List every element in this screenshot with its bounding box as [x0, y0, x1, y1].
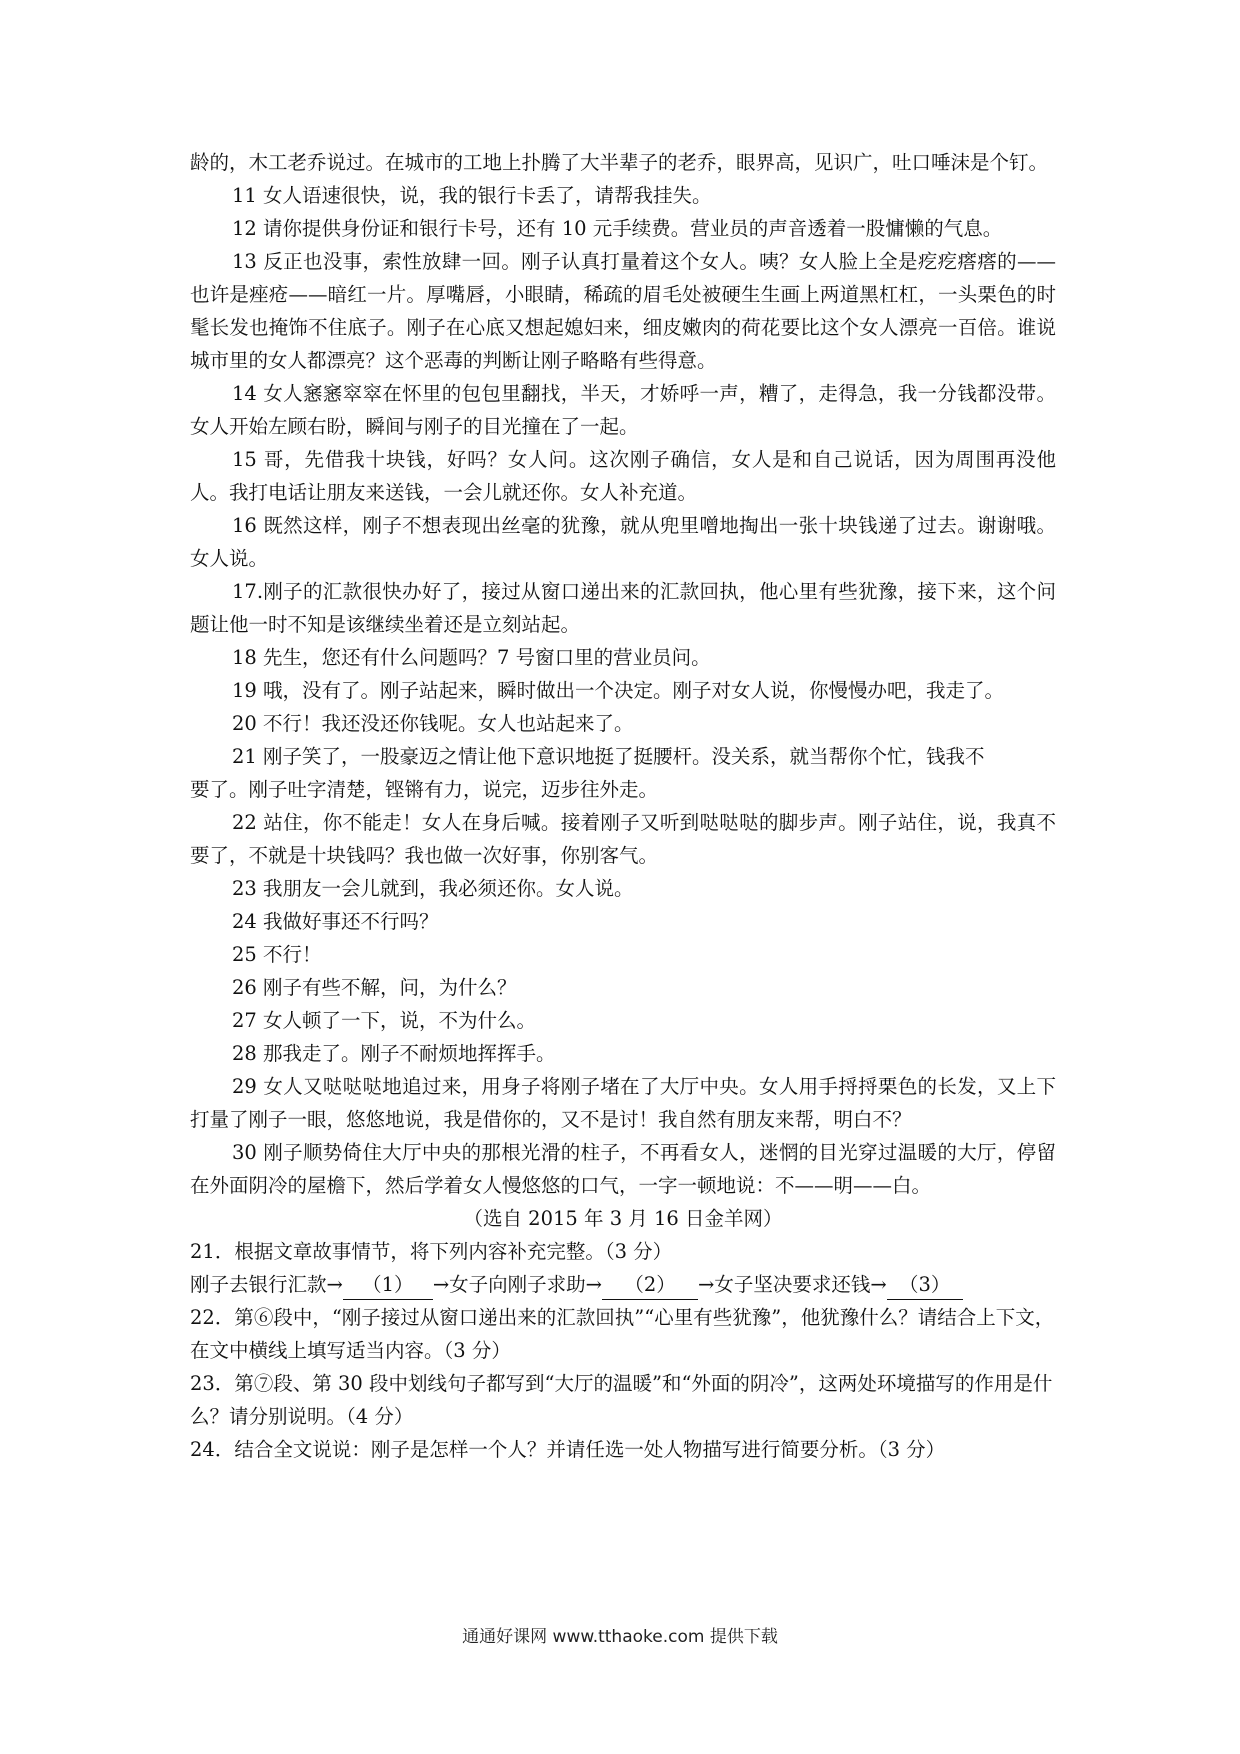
flow-step-2: →女子向刚子求助→: [432, 1273, 603, 1296]
question-21: 21．根据文章故事情节，将下列内容补充完整。（3 分）: [190, 1240, 673, 1263]
paragraph-12: 12 请你提供身份证和银行卡号，还有 10 元手续费。营业员的声音透着一股慵懒的气息。: [232, 217, 1003, 240]
plot-flow: [190, 1268, 1056, 1301]
question-24: 24．结合全文说说：刚子是怎样一个人？并请任选一处人物描写进行简要分析。（3 分）: [190, 1438, 946, 1461]
page-footer: 通通好课网 www.tthaoke.com 提供下载: [462, 1627, 778, 1647]
paragraph-16: 16 既然这样，刚子不想表现出丝毫的犹豫，就从兜里噌地掏出一张十块钱递了过去。谢谢哦。女人说。: [190, 514, 1056, 570]
paragraph-23: 23 我朋友一会儿就到，我必须还你。女人说。: [232, 877, 634, 900]
continuation-paragraph: 龄的，木工老乔说过。在城市的工地上扑腾了大半辈子的老乔，眼界高，见识广，吐口唾沫是个钉。: [190, 151, 1049, 174]
paragraph-27: 27 女人顿了一下，说，不为什么。: [232, 1009, 537, 1032]
paragraph-25: 25 不行！: [232, 943, 322, 966]
question-23: 23．第⑦段、第 30 段中划线句子都写到“大厅的温暖”和“外面的阴冷”，这两处环境描写的作用是什么？请分别说明。（4 分）: [190, 1372, 1053, 1428]
paragraph-20: 20 不行！我还没还你钱呢。女人也站起来了。: [232, 712, 634, 735]
paragraph-29: 29 女人又哒哒哒地追过来，用身子将刚子堵在了大厅中央。女人用手捋捋栗色的长发，又上下打量了刚子一眼，悠悠地说，我是借你的，又不是讨！我自然有朋友来帮，明白不？: [190, 1075, 1056, 1131]
source-citation: （选自 2015 年 3 月 16 日金羊网）: [463, 1207, 783, 1230]
paragraph-21-continued: 要了。刚子吐字清楚，铿锵有力，说完，迈步往外走。: [190, 778, 659, 801]
flow-step-3: →女子坚决要求还钱→: [698, 1273, 887, 1296]
paragraph-11: 11 女人语速很快，说，我的银行卡丢了，请帮我挂失。: [232, 184, 712, 207]
paragraph-14: 14 女人窸窸窣窣在怀里的包包里翻找，半天，才娇呼一声，糟了，走得急，我一分钱都没带。女人开始左顾右盼，瞬间与刚子的目光撞在了一起。: [190, 382, 1056, 438]
blank-1[interactable]: （1）: [343, 1271, 433, 1300]
paragraph-24: 24 我做好事还不行吗？: [232, 910, 439, 933]
paragraph-30: 30 刚子顺势倚住大厅中央的那根光滑的柱子，不再看女人，迷惘的目光穿过温暖的大厅，停留在外面阴冷的屋檐下，然后学着女人慢悠悠的口气，一字一顿地说：不——明——白。: [190, 1141, 1056, 1197]
flow-step-1: 刚子去银行汇款→: [190, 1273, 343, 1296]
paragraph-15: 15 哥，先借我十块钱，好吗？女人问。这次刚子确信，女人是和自己说话，因为周围再没他人。我打电话让朋友来送钱，一会儿就还你。女人补充道。: [190, 448, 1056, 504]
paragraph-19: 19 哦，没有了。刚子站起来，瞬时做出一个决定。刚子对女人说，你慢慢办吧，我走了。: [232, 679, 1005, 702]
paragraph-28: 28 那我走了。刚子不耐烦地挥挥手。: [232, 1042, 556, 1065]
paragraph-18: 18 先生，您还有什么问题吗？7 号窗口里的营业员问。: [232, 646, 711, 669]
paragraph-21: 21 刚子笑了，一股豪迈之情让他下意识地挺了挺腰杆。没关系，就当帮你个忙，钱我不: [232, 745, 985, 768]
paragraph-26: 26 刚子有些不解，问，为什么？: [232, 976, 517, 999]
paragraph-22: 22 站住，你不能走！女人在身后喊。接着刚子又听到哒哒哒的脚步声。刚子站住，说，我真不要了，不就是十块钱吗？我也做一次好事，你别客气。: [190, 811, 1056, 867]
paragraph-13: 13 反正也没事，索性放肆一回。刚子认真打量着这个女人。咦？女人脸上全是疙疙瘩瘩的——也许是痤疮——暗红一片。厚嘴唇，小眼睛，稀疏的眉毛处被硬生生画上两道黑杠杠，一头栗色的时髦长发也掩饰不住底子。刚子在心底又想起媳妇来，细皮嫩肉的荷花要比这个女人漂亮一百倍。谁说城市里的女人都漂亮？这个恶毒的判断让刚子略略有些得意。: [190, 250, 1056, 372]
blank-3[interactable]: （3）: [887, 1271, 963, 1300]
blank-2[interactable]: （2）: [602, 1271, 698, 1300]
question-22: 22．第⑥段中，“刚子接过从窗口递出来的汇款回执”“心里有些犹豫”，他犹豫什么？请结合上下文，在文中横线上填写适当内容。（3 分）: [190, 1306, 1055, 1362]
document-body: [190, 146, 1056, 1466]
paragraph-17: 17.刚子的汇款很快办好了，接过从窗口递出来的汇款回执，他心里有些犹豫，接下来，这个问题让他一时不知是该继续坐着还是立刻站起。: [190, 580, 1056, 636]
